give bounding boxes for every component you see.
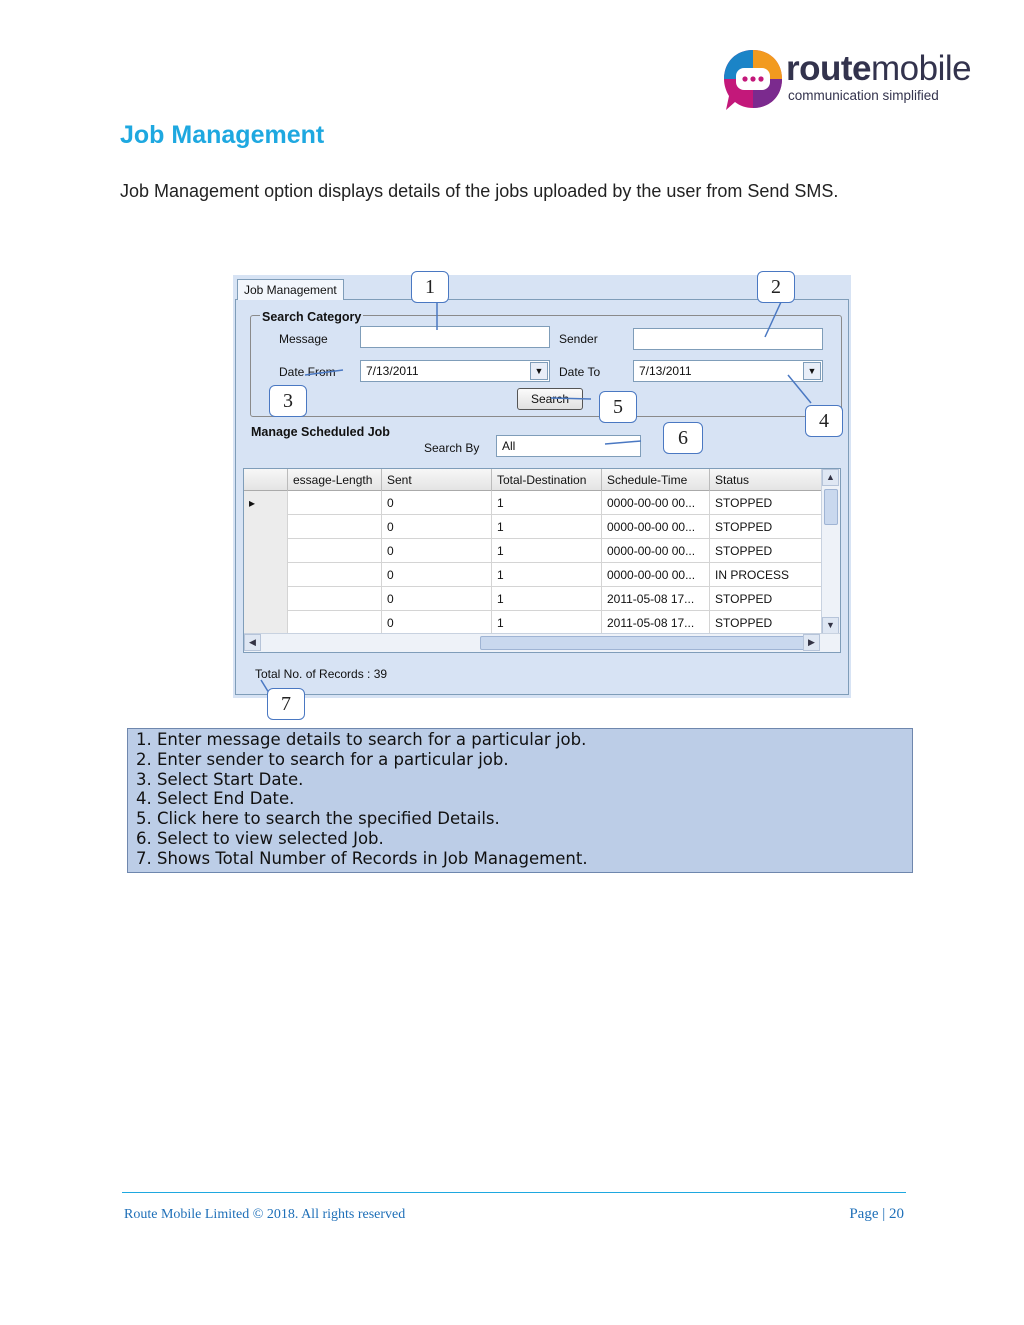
column-header-message-length[interactable]: essage-Length xyxy=(288,469,382,491)
callout-7: 7 xyxy=(267,688,305,720)
message-label: Message xyxy=(279,332,328,346)
cell-total-destination: 1 xyxy=(492,491,602,515)
cell-sent: 0 xyxy=(382,491,492,515)
cell-status: STOPPED xyxy=(715,520,773,534)
page-title: Job Management xyxy=(120,121,325,149)
cell-schedule-time: 2011-05-08 17... xyxy=(602,587,710,611)
job-management-screenshot xyxy=(233,275,851,715)
search-category-label: Search Category xyxy=(262,310,362,324)
tab-job-management[interactable]: Job Management xyxy=(237,279,344,300)
brand-name: routemobile xyxy=(786,49,972,88)
search-by-value: All xyxy=(502,439,516,453)
scroll-up-icon[interactable]: ▲ xyxy=(822,469,839,486)
cell-status: STOPPED xyxy=(715,616,773,630)
legend-item: 1. Enter message details to search for a particular job. xyxy=(136,730,587,749)
callout-legend-list xyxy=(136,730,904,869)
cell-schedule-time: 0000-00-00 00... xyxy=(602,491,710,515)
cell-schedule-time: 0000-00-00 00... xyxy=(602,515,710,539)
legend-item: 7. Shows Total Number of Records in Job Management. xyxy=(136,848,588,868)
column-header-status[interactable]: Status xyxy=(715,473,750,487)
cell-status: STOPPED xyxy=(715,544,773,558)
route-mobile-logo xyxy=(722,46,972,116)
search-by-label: Search By xyxy=(424,441,480,455)
sender-label: Sender xyxy=(559,332,598,346)
cell-sent: 0 xyxy=(382,587,492,611)
cell-total-destination: 1 xyxy=(492,515,602,539)
cell-schedule-time: 0000-00-00 00... xyxy=(602,563,710,587)
legend-item: 2. Enter sender to search for a particular job. xyxy=(136,749,509,769)
legend-item: 5. Click here to search the specified Details. xyxy=(136,809,500,829)
intro-paragraph: Job Management option displays details of the jobs uploaded by the user from Send SMS. xyxy=(120,181,839,201)
manage-scheduled-job-title: Manage Scheduled Job xyxy=(251,425,390,439)
date-to-label: Date To xyxy=(559,365,601,379)
chat-bubble-logo-icon xyxy=(722,48,784,112)
footer-copyright: Route Mobile Limited © 2018. All rights reserved xyxy=(124,1207,406,1222)
callout-2: 2 xyxy=(757,271,795,303)
scroll-left-icon[interactable]: ◀ xyxy=(244,634,261,651)
callout-6: 6 xyxy=(663,422,703,454)
cell-status: STOPPED xyxy=(715,496,773,510)
scroll-down-icon[interactable]: ▼ xyxy=(822,617,839,634)
callout-leader-lines xyxy=(233,275,851,735)
cell-schedule-time: 2011-05-08 17... xyxy=(602,611,710,635)
total-records-label: Total No. of Records : 39 xyxy=(255,667,388,681)
cell-total-destination: 1 xyxy=(492,587,602,611)
callout-4: 4 xyxy=(805,405,843,437)
date-from-dropdown-icon[interactable]: ▼ xyxy=(530,362,548,380)
callout-5: 5 xyxy=(599,391,637,423)
cell-sent: 0 xyxy=(382,611,492,635)
cell-sent: 0 xyxy=(382,539,492,563)
cell-schedule-time: 0000-00-00 00... xyxy=(602,539,710,563)
scroll-right-icon[interactable]: ▶ xyxy=(803,634,820,651)
cell-status: STOPPED xyxy=(715,592,773,606)
legend-item: 3. Select Start Date. xyxy=(136,769,304,789)
column-header-schedule-time[interactable]: Schedule-Time xyxy=(602,469,710,491)
date-from-value: 7/13/2011 xyxy=(366,364,419,378)
footer-page-number: Page | 20 xyxy=(849,1206,904,1222)
cell-total-destination: 1 xyxy=(492,539,602,563)
cell-sent: 0 xyxy=(382,563,492,587)
date-to-value: 7/13/2011 xyxy=(639,364,692,378)
date-to-dropdown-icon[interactable]: ▼ xyxy=(803,362,821,380)
cell-total-destination: 1 xyxy=(492,563,602,587)
footer-divider xyxy=(122,1192,906,1193)
callout-legend-box xyxy=(127,728,913,873)
legend-item: 4. Select End Date. xyxy=(136,789,295,809)
legend-item: 6. Select to view selected Job. xyxy=(136,828,384,848)
column-header-total-destination[interactable]: Total-Destination xyxy=(492,469,602,491)
callout-1: 1 xyxy=(411,271,449,303)
search-button[interactable]: Search xyxy=(517,388,583,410)
row-marker-icon[interactable]: ▸ xyxy=(244,491,288,515)
column-header-sent[interactable]: Sent xyxy=(382,469,492,491)
cell-sent: 0 xyxy=(382,515,492,539)
callout-3: 3 xyxy=(269,385,307,417)
brand-tagline: communication simplified xyxy=(788,88,939,103)
cell-total-destination: 1 xyxy=(492,611,602,635)
date-from-label: Date From xyxy=(279,365,336,379)
cell-status: IN PROCESS xyxy=(715,568,790,582)
